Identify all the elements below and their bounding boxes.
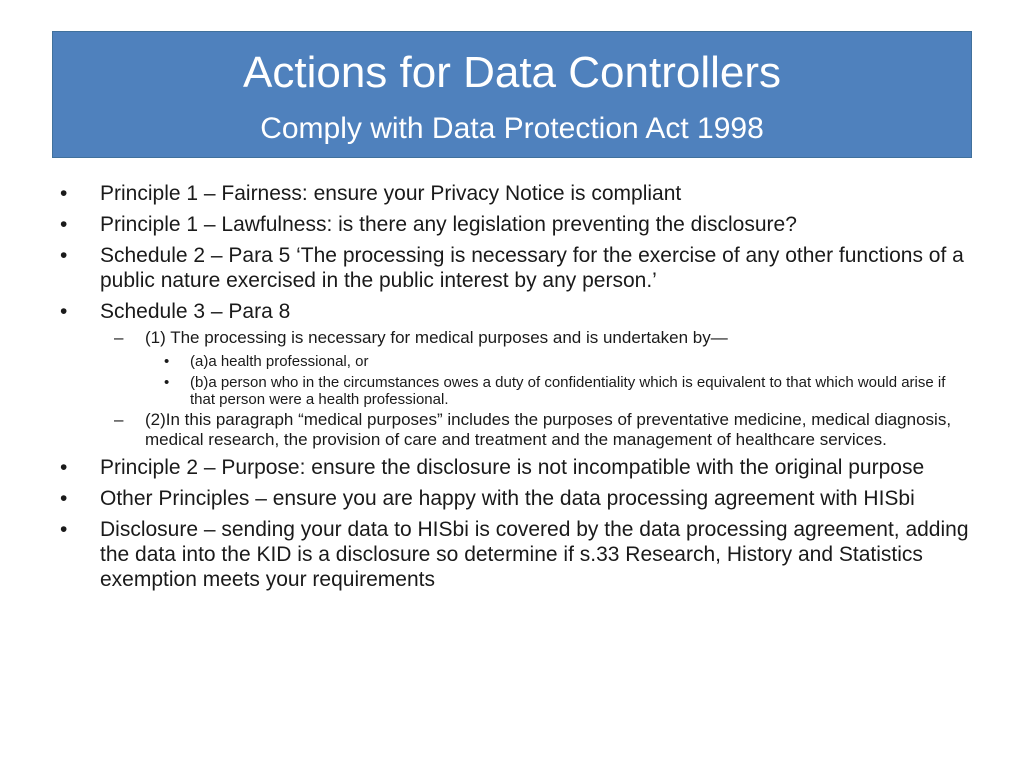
- sub-sub-item: [60, 353, 970, 370]
- bullet-text: Other Principles – ensure you are happy with the data processing agreement with HISbi: [100, 487, 915, 510]
- bullet-marker: •: [164, 353, 170, 370]
- slide-subtitle: Comply with Data Protection Act 1998: [260, 112, 764, 145]
- bullet-list: [60, 181, 970, 598]
- dash-marker: –: [114, 410, 124, 429]
- bullet-item: [60, 299, 970, 324]
- bullet-item: [60, 486, 970, 511]
- bullet-item: [60, 455, 970, 480]
- bullet-item: [60, 243, 970, 293]
- bullet-marker: •: [164, 374, 170, 391]
- bullet-item: [60, 181, 970, 206]
- bullet-marker: •: [60, 300, 68, 323]
- bullet-marker: •: [60, 456, 68, 479]
- bullet-text: Disclosure – sending your data to HISbi is covered by the data processing agreement, adding the data into the KID is a disclosure so determine if s.33 Research, History and Statistics exemption meets your requirements: [100, 518, 969, 591]
- sub-sub-item-text: (b)a person who in the circumstances owes a duty of confidentiality which is equivalent to that which would arise if that person were a health professional.: [190, 374, 946, 408]
- bullet-text: Principle 2 – Purpose: ensure the disclosure is not incompatible with the original purpose: [100, 456, 925, 479]
- bullet-text: Principle 1 – Lawfulness: is there any legislation preventing the disclosure?: [100, 213, 797, 236]
- bullet-text: Schedule 3 – Para 8: [100, 300, 291, 323]
- sub-item: [60, 328, 970, 348]
- sub-item: [60, 410, 970, 450]
- bullet-text: Schedule 2 – Para 5 ‘The processing is necessary for the exercise of any other functions of a public nature exercised in the public interest by any person.’: [100, 244, 964, 292]
- sub-sub-item-text: (a)a health professional, or: [190, 353, 369, 370]
- dash-marker: –: [114, 328, 124, 347]
- sub-sub-item: [60, 374, 970, 408]
- bullet-item: [60, 212, 970, 237]
- bullet-text: Principle 1 – Fairness: ensure your Privacy Notice is compliant: [100, 182, 682, 205]
- bullet-marker: •: [60, 182, 68, 205]
- sub-item-text: (2)In this paragraph “medical purposes” includes the purposes of preventative medicine, medical diagnosis, medical research, the provision of care and treatment and the management of healthcare services.: [145, 410, 952, 449]
- bullet-marker: •: [60, 487, 68, 510]
- slide-title: Actions for Data Controllers: [243, 48, 781, 97]
- bullet-item: [60, 517, 970, 592]
- bullet-marker: •: [60, 518, 68, 541]
- title-banner: [52, 31, 972, 158]
- bullet-marker: •: [60, 244, 68, 267]
- sub-item-text: (1) The processing is necessary for medical purposes and is undertaken by—: [145, 328, 728, 347]
- bullet-marker: •: [60, 213, 68, 236]
